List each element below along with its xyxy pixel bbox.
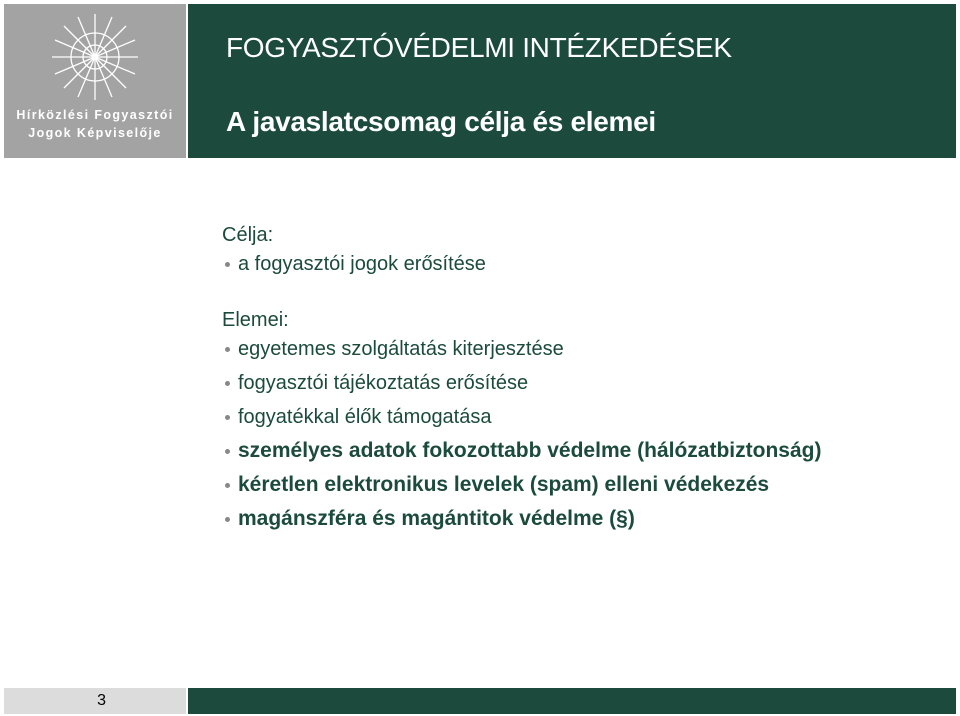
elements-heading: Elemei: [222, 309, 289, 331]
slide-content [222, 224, 821, 536]
list-item: magánszféra és magántitok védelme (§) [222, 502, 821, 536]
logo-text-line2: Jogok Képviselője [28, 126, 162, 140]
page-subtitle: A javaslatcsomag célja és elemei [226, 106, 656, 137]
footer-page-box [4, 688, 186, 714]
header-bar [188, 4, 956, 158]
list-item: személyes adatok fokozottabb védelme (hálózatbiztonság) [222, 434, 821, 468]
goal-list [222, 247, 821, 281]
page-number: 3 [97, 692, 106, 709]
footer-bar [188, 688, 956, 714]
list-item: a fogyasztói jogok erősítése [222, 247, 821, 281]
list-item: fogyasztói tájékoztatás erősítése [222, 366, 821, 400]
list-item: kéretlen elektronikus levelek (spam) elleni védekezés [222, 468, 821, 502]
elements-list [222, 332, 821, 434]
list-item: fogyatékkal élők támogatása [222, 400, 821, 434]
logo-text-line1: Hírközlési Fogyasztói [16, 108, 174, 122]
goal-heading: Célja: [222, 224, 274, 246]
page-title: FOGYASZTÓVÉDELMI INTÉZKEDÉSEK [226, 32, 732, 63]
logo [4, 4, 186, 158]
elements-bold-list [222, 434, 821, 536]
star-burst-icon [50, 12, 140, 102]
list-item: egyetemes szolgáltatás kiterjesztése [222, 332, 821, 366]
